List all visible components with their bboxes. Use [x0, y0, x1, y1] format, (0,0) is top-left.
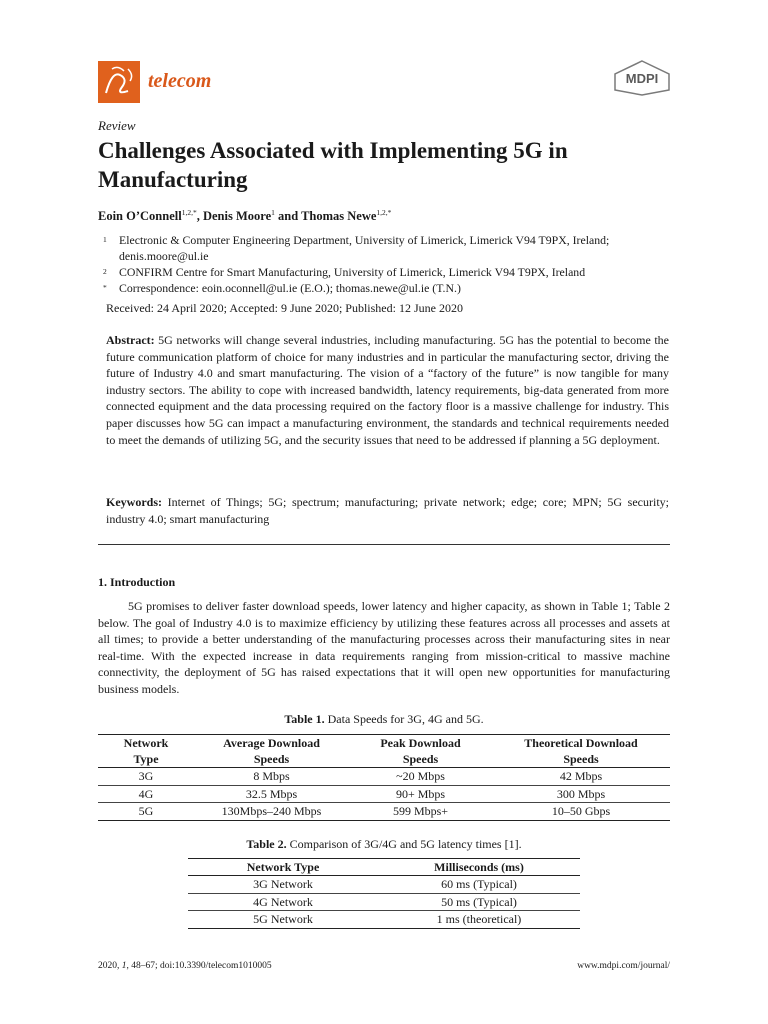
table2-caption: [98, 837, 670, 852]
table2-label: Table 2.: [246, 837, 287, 851]
keywords-text: Internet of Things; 5G; spectrum; manufacturing; private network; edge; core; MPN; 5G security; industry 4.0; smart manufacturing: [106, 495, 669, 526]
affiliation-item: [103, 280, 663, 296]
table-cell: 42 Mbps: [559, 769, 603, 783]
title-line: Manufacturing: [98, 167, 248, 192]
article-type: Review: [98, 118, 136, 133]
table-row: [98, 803, 670, 821]
correspondence-text: Correspondence: eoin.oconnell@ul.ie (E.O.); thomas.newe@ul.ie (T.N.): [119, 281, 461, 295]
table-row: [188, 876, 580, 894]
intro-paragraph: 5G promises to deliver faster download speeds, lower latency and higher capacity, as shown in Table 1; Table 2 below. The goal of Industry 4.0 is to maximize efficiency by utilizing these features across all processes and assets at all times; to provide a better understanding of the manufacturing processes across their manufacturing sites in near real-time. With the expected increase in data requirements ranging from mission-critical to massive machine connectivity, the deployment of 5G has raised expectations that it will open new opportunities for manufacturing business models.: [98, 599, 670, 696]
table-cell: 5G: [138, 804, 154, 818]
abstract: [106, 332, 669, 448]
table-header-cell: Average Download Speeds: [223, 736, 320, 766]
table-cell: ~20 Mbps: [396, 769, 445, 783]
affiliation-list: [103, 232, 663, 296]
abstract-text: 5G networks will change several industries, including manufacturing. 5G has the potential to become the future communication platform of choice for many industries and in particular the manufacturing sector, driving the future of Industry 4.0 and smart manufacturing. The vision of a “factory of the future” is now tangible for many industry sectors. The ability to cope with increased bandwidth, latency requirements, big-data generated from more connected equipment and the data processing required on the factory floor is a massive challenge for industry. This paper discusses how 5G can impact a manufacturing environment, the standards and technical requirements needed to meet the demands of utilizing 5G, and the security issues that need to be addressed if planning a 5G deployment.: [106, 333, 669, 447]
table-cell: 4G: [138, 786, 154, 801]
table-cell: 1 ms (theoretical): [436, 912, 522, 926]
table-header-cell: Network Type: [246, 860, 320, 874]
section-divider: [98, 544, 670, 545]
author-separator: ,: [196, 209, 203, 224]
table1-caption-text: Data Speeds for 3G, 4G and 5G.: [324, 712, 484, 726]
publication-dates: Received: 24 April 2020; Accepted: 9 June 2020; Published: 12 June 2020: [106, 301, 463, 315]
table-header-cell: Theoretical Download Speeds: [524, 736, 638, 766]
table-cell: 8 Mbps: [253, 769, 290, 783]
table-cell: 130Mbps–240 Mbps: [221, 804, 322, 818]
keywords: [106, 494, 669, 527]
section-heading: 1. Introduction: [98, 575, 176, 589]
table-header-cell: Milliseconds (ms): [434, 860, 524, 874]
table-cell: 50 ms (Typical): [441, 894, 517, 909]
author-list: [98, 208, 391, 224]
journal-logo-icon: [98, 61, 140, 103]
table-cell: 10–50 Gbps: [551, 804, 611, 818]
data-speeds-table: [98, 734, 670, 821]
affiliation-mark: 2: [103, 267, 107, 276]
author-name: Thomas Newe: [301, 209, 377, 224]
table-row: [98, 785, 670, 803]
table-row: [98, 768, 670, 786]
table-header-row: [98, 735, 670, 768]
author-affiliation-mark: 1,2,*: [376, 208, 392, 217]
author-affiliation-mark: 1: [271, 208, 275, 217]
author-separator: and: [274, 209, 302, 224]
table-cell: 4G Network: [253, 894, 313, 909]
table-cell: 5G Network: [253, 912, 313, 926]
affiliation-text: CONFIRM Centre for Smart Manufacturing, University of Limerick, Limerick V94 T9PX, Ireland: [119, 265, 586, 279]
affiliation-item: [103, 264, 663, 280]
affiliation-mark: 1: [103, 235, 107, 244]
table1-label: Table 1.: [284, 712, 325, 726]
table-cell: 599 Mbps+: [392, 804, 449, 818]
article-title: [98, 136, 678, 194]
affiliation-mark: *: [103, 283, 107, 292]
table-cell: 3G: [138, 769, 154, 783]
table-cell: 300 Mbps: [556, 786, 606, 801]
table1-caption: [98, 712, 670, 727]
table-header-cell: Peak Download Speeds: [380, 736, 461, 766]
keywords-label: Keywords:: [106, 495, 162, 509]
journal-name: telecom: [148, 70, 212, 92]
footer-doi: , 48–67; doi:10.3390/telecom1010005: [126, 961, 272, 971]
table-cell: 32.5 Mbps: [245, 786, 298, 801]
affiliation-item: [103, 232, 663, 264]
latency-table: [188, 858, 580, 929]
footer-year: 2020,: [98, 961, 122, 971]
table-row: [188, 893, 580, 911]
publisher-logo: [612, 60, 672, 96]
table-cell: 3G Network: [253, 877, 313, 891]
table-cell: 60 ms (Typical): [441, 877, 517, 891]
author-name: Eoin O’Connell: [98, 209, 182, 224]
intro-body: [98, 598, 670, 698]
author-affiliation-mark: 1,2,*: [181, 208, 197, 217]
affiliation-text: Electronic & Computer Engineering Department, University of Limerick, Limerick V94 T9PX, Ireland; denis.moore@ul.ie: [119, 233, 610, 263]
table-row: [188, 911, 580, 929]
table-header-row: [188, 859, 580, 876]
table2-caption-text: Comparison of 3G/4G and 5G latency times [1].: [286, 837, 522, 851]
citation-footer: [98, 961, 272, 971]
author-name: Denis Moore: [202, 209, 272, 224]
table-header-cell: Network Type: [123, 736, 169, 766]
publisher-name: MDPI: [625, 71, 659, 86]
table-cell: 90+ Mbps: [395, 786, 446, 801]
abstract-label: Abstract:: [106, 333, 155, 347]
journal-url-link[interactable]: www.mdpi.com/journal/: [577, 961, 670, 971]
title-line: Challenges Associated with Implementing 5G in: [98, 138, 568, 163]
footer-volume: 1: [121, 961, 127, 971]
